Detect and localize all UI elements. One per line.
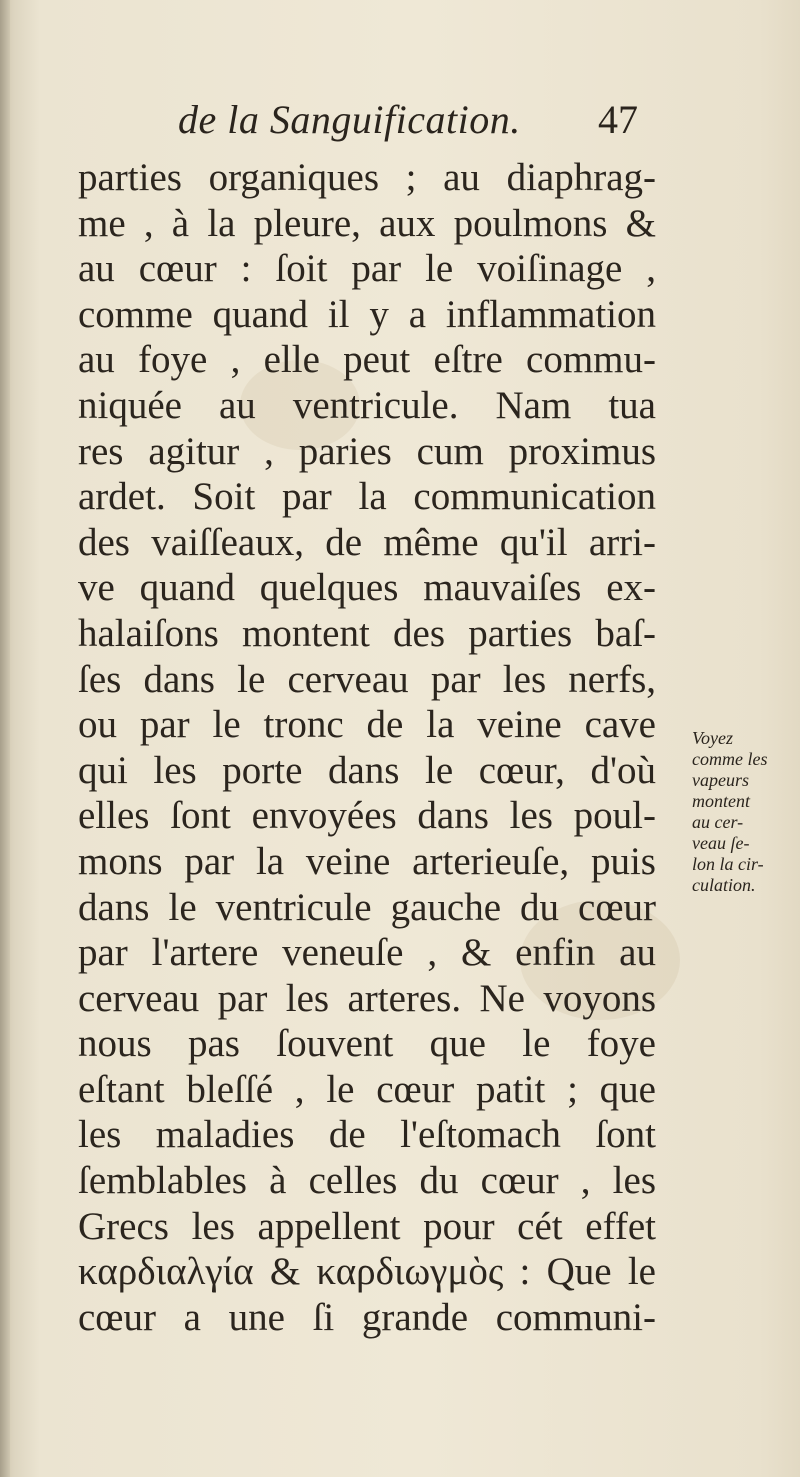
text-line: comme quand il y a inflammation (78, 292, 656, 336)
text-line: cœur a une ſi grande communi- (78, 1295, 656, 1339)
margin-note-line: vapeurs (692, 770, 749, 790)
text-line: καρδιαλγία & καρδιωγμὸς : Que le (78, 1250, 656, 1294)
text-line: qui les porte dans le cœur, d'où (78, 748, 656, 792)
text-line: me , à la pleure, aux poulmons & (78, 201, 656, 245)
text-line: parties organiques ; au diaphrag- (78, 156, 656, 199)
text-line: dans le ventricule gauche du cœur (78, 885, 656, 929)
text-line: des vaiſſeaux, de même qu'il arri- (78, 520, 656, 564)
text-line: niquée au ventricule. Nam tua (78, 383, 656, 427)
text-line: les maladies de l'eſtomach ſont (78, 1113, 656, 1157)
text-line: mons par la veine arterieuſe, puis (78, 839, 656, 883)
text-line: ardet. Soit par la communication (78, 475, 656, 519)
margin-note-line: au cer- (692, 812, 744, 832)
margin-note-line: montent (692, 791, 750, 811)
text-line: Grecs les appellent pour cét effet (78, 1204, 656, 1248)
text-line: halaiſons montent des parties baſ- (78, 611, 656, 655)
page-header (178, 96, 658, 148)
margin-note (692, 728, 792, 896)
text-line: par l'artere veneuſe , & enfin au (78, 931, 656, 975)
running-title: de la Sanguification. (178, 97, 521, 142)
text-line: au foye , elle peut eſtre commu- (78, 338, 656, 382)
text-line: ſes dans le cerveau par les nerfs, (78, 657, 656, 701)
margin-note-line: Voyez (692, 728, 733, 748)
page-number: 47 (598, 97, 638, 142)
margin-note-line: lon la cir- (692, 854, 764, 874)
text-line: ou par le tronc de la veine cave (78, 703, 656, 747)
page-binding-edge (0, 0, 10, 1477)
text-line: res agitur , paries cum proximus (78, 429, 656, 473)
text-line: au cœur : ſoit par le voiſinage , (78, 247, 656, 291)
text-line: ve quand quelques mauvaiſes ex- (78, 566, 656, 610)
text-line: nous pas ſouvent que le foye (78, 1022, 656, 1066)
text-line: cerveau par les arteres. Ne voyons (78, 976, 656, 1020)
text-line: eſtant bleſſé , le cœur patit ; que (78, 1067, 656, 1111)
text-line: elles ſont envoyées dans les poul- (78, 794, 656, 838)
margin-note-line: veau ſe- (692, 833, 750, 853)
margin-note-line: comme les (692, 749, 768, 769)
text-line: ſemblables à celles du cœur , les (78, 1159, 656, 1203)
body-text (78, 155, 678, 1340)
margin-note-line: culation. (692, 875, 756, 895)
